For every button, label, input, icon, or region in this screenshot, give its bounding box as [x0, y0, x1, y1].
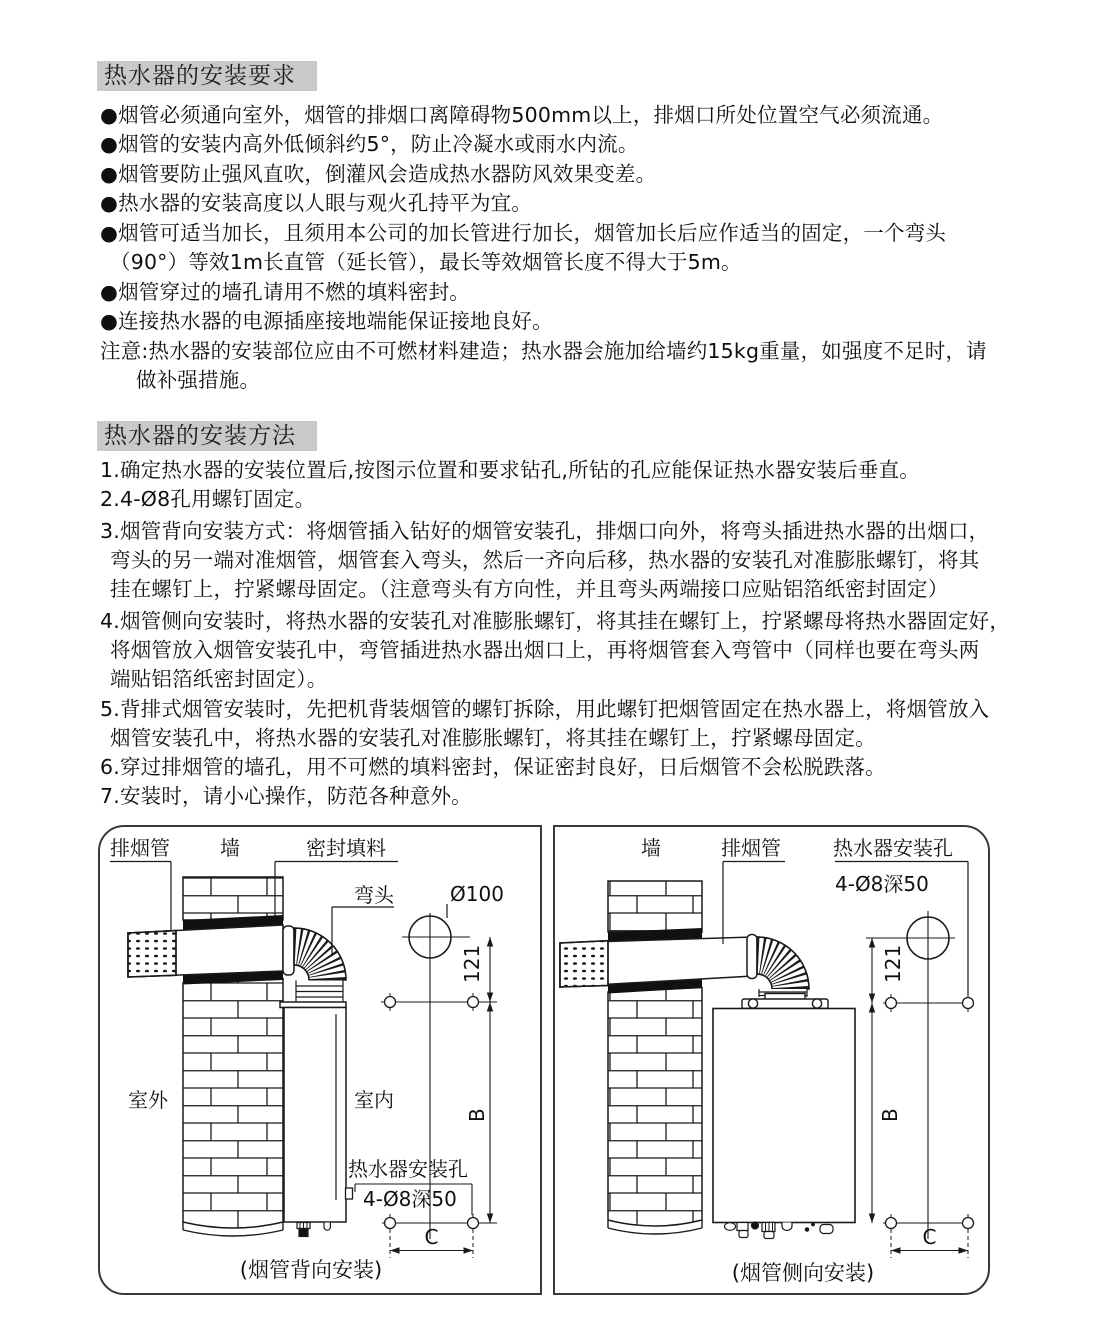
method-step-line: 7.安装时，请小心操作，防范各种意外。	[100, 784, 472, 808]
flue-pipe	[560, 935, 757, 988]
requirement-line: ●热水器的安装高度以人眼与观火孔持平为宜。	[100, 191, 533, 215]
elbow-corrugated	[757, 937, 809, 997]
label-seal-filler: 密封填料	[306, 836, 386, 860]
label-wall: 墙	[641, 836, 661, 860]
method-step-line: 将烟管放入烟管安装孔中，弯管插进热水器出烟口上，再将烟管套入弯管中（同样也要在弯头两	[110, 638, 980, 662]
requirement-line: ●烟管的安装内高外低倾斜约5°，防止冷凝水或雨水内流。	[100, 132, 639, 156]
dim-121-label: 121	[460, 944, 484, 983]
method-step-line: 烟管安装孔中，将热水器的安装孔对准膨胀螺钉，将其挂在螺钉上，拧紧螺母固定。	[110, 726, 876, 750]
method-step-line: 4.烟管侧向安装时，将热水器的安装孔对准膨胀螺钉，将其挂在螺钉上，拧紧螺母将热水器固定好，	[100, 609, 1011, 633]
dim-c-label: C	[922, 1225, 937, 1249]
flue-flange	[742, 994, 828, 1009]
dim-c-label: C	[424, 1225, 439, 1249]
flue-pipe	[128, 925, 294, 977]
requirement-line: （90°）等效1m长直管（延长管），最长等效烟管长度不得大于5m。	[110, 250, 742, 274]
requirement-line: ●烟管穿过的墙孔请用不燃的填料密封。	[100, 280, 470, 304]
flue-hole-diameter-label: Ø100	[450, 882, 504, 906]
label-mount-holes: 热水器安装孔	[833, 836, 953, 860]
method-step-line: 3.烟管背向安装方式：将烟管插入钻好的烟管安装孔，排烟口向外，将弯头插进热水器的出烟口，	[100, 519, 990, 543]
label-exhaust-pipe: 排烟管	[721, 836, 781, 860]
method-step-line: 1.确定热水器的安装位置后,按图示位置和要求钻孔,所钻的孔应能保证热水器安装后垂直。	[100, 458, 920, 482]
method-step-line: 6.穿过排烟管的墙孔，用不可燃的填料密封，保证密封良好，日后烟管不会松脱跌落。	[100, 755, 886, 779]
diagram-side-install	[553, 825, 990, 1295]
method-step-line: 挂在螺钉上，拧紧螺母固定。（注意弯头有方向性，并且弯头两端接口应贴铝箔纸密封固定）	[110, 577, 949, 601]
method-step-line: 2.4-Ø8孔用螺钉固定。	[100, 487, 316, 511]
requirement-line: ●烟管可适当加长，且须用本公司的加长管进行加长，烟管加长后应作适当的固定，一个弯头	[100, 221, 947, 245]
elbow-corrugated	[294, 928, 346, 1002]
dim-b-label: B	[878, 1108, 902, 1122]
requirement-note-line: 做补强措施。	[136, 368, 261, 392]
heater-bottom-fittings	[725, 1222, 834, 1239]
dim-121-label: 121	[881, 944, 905, 983]
figure-caption: (烟管侧向安装)	[731, 1261, 875, 1285]
dim-b-label: B	[465, 1108, 489, 1122]
method-step-line: 弯头的另一端对准烟管，烟管套入弯头，然后一齐向后移，热水器的安装孔对准膨胀螺钉，将其	[110, 548, 980, 572]
label-holes-spec: 4-Ø8深50	[835, 872, 929, 896]
methods-heading: 热水器的安装方法	[97, 421, 317, 451]
requirement-note-line: 注意:热水器的安装部位应由不可燃材料建造；热水器会施加给墙约15kg重量，如强度不足时，请	[100, 339, 987, 363]
label-wall: 墙	[220, 836, 240, 860]
method-step-line: 5.背排式烟管安装时，先把机背装烟管的螺钉拆除，用此螺钉把烟管固定在热水器上，将烟管放入	[100, 697, 990, 721]
label-outdoor: 室外	[128, 1088, 168, 1112]
water-heater-side	[280, 1002, 353, 1237]
label-indoor: 室内	[354, 1088, 394, 1112]
figure-caption: (烟管背向安装)	[239, 1258, 383, 1282]
label-holes-spec: 4-Ø8深50	[363, 1187, 457, 1211]
diagram-back-install	[98, 825, 542, 1295]
requirements-heading: 热水器的安装要求	[97, 61, 317, 91]
requirement-line: ●烟管要防止强风直吹，倒灌风会造成热水器防风效果变差。	[100, 162, 657, 186]
requirement-line: ●连接热水器的电源插座接地端能保证接地良好。	[100, 309, 553, 333]
method-step-line: 端贴铝箔纸密封固定）。	[110, 667, 328, 691]
water-heater-front	[713, 1009, 855, 1239]
perforated-pipe-end	[560, 941, 608, 987]
label-mount-holes: 热水器安装孔	[348, 1157, 468, 1181]
label-exhaust-pipe: 排烟管	[110, 836, 170, 860]
label-elbow: 弯头	[354, 883, 394, 907]
requirement-line: ●烟管必须通向室外，烟管的排烟口离障碍物500mm以上，排烟口所处位置空气必须流通。	[100, 103, 944, 127]
perforated-pipe-end	[128, 931, 176, 977]
